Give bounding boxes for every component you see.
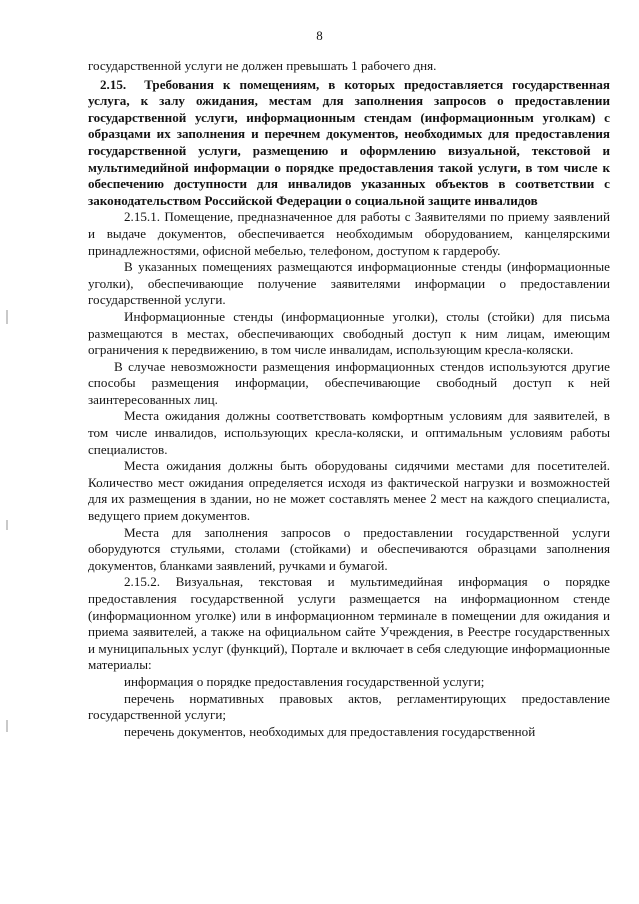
paragraph: Места ожидания должны быть оборудованы сидячими местами для посетителей. Количество мест ожидания определяется исходя из фактической нагрузки и возможностей для их размещения в здании, но не может составлять менее 2 мест на каждого специалиста, ведущего прием документов. bbox=[88, 458, 610, 524]
list-item: информация о порядке предоставления государственной услуги; bbox=[124, 673, 485, 689]
paragraph: 2.15.1. Помещение, предназначенное для работы с Заявителями по приему заявлений и выдаче документов, обеспечивается необходимым оборудованием, канцелярскими принадлежностями, офисной мебелью, телефоном, доступом к гардеробу. bbox=[88, 209, 610, 258]
section-heading bbox=[88, 77, 610, 210]
section-title: Требования к помещениям, в которых предоставляется государственная услуга, к залу ожидания, местам для заполнения запросов о предоставлении государственной услуги, информационным стендам (информационным уголкам) с образцами их заполнения и перечнем документов, необходимых для предоставления государственной услуги, размещению и оформлению визуальной, текстовой и мультимедийной информации о порядке предоставления такой услуги, в том числе к обеспечению доступности для инвалидов указанных объектов в соответствии с законодательством Российской Федерации о социальной защите инвалидов bbox=[88, 76, 610, 208]
document-body bbox=[88, 58, 610, 740]
scan-edge-mark bbox=[6, 720, 8, 732]
page-number: 8 bbox=[316, 28, 323, 43]
scan-edge-mark bbox=[6, 310, 8, 324]
paragraph: 2.15.2. Визуальная, текстовая и мультимедийная информация о порядке предоставления государственной услуги размещается на информационном стенде (информационном уголке) или в информационном терминале в помещении для ожидания и приема заявителей, а также на официальном сайте Учреждения, в Реестре государственных и муниципальных услуг (функций), Портале и включает в себя следующие информационные материалы: bbox=[88, 574, 610, 673]
list-item: перечень документов, необходимых для предоставления государственной bbox=[124, 723, 536, 739]
scan-edge-mark bbox=[6, 520, 8, 530]
paragraph: В указанных помещениях размещаются информационные стенды (информационные уголки), обеспечивающие получение заявителями информации о предоставлении государственной услуги. bbox=[88, 259, 610, 308]
paragraph: В случае невозможности размещения информационных стендов используются другие способы размещения информации, обеспечивающие свободный доступ к ней заинтересованных лиц. bbox=[88, 358, 610, 407]
paragraph: Места для заполнения запросов о предоставлении государственной услуги оборудуются стульями, столами (стойками) и обеспечиваются образцами заполнения документов, бланками заявлений, ручками и бумагой. bbox=[88, 524, 610, 573]
paragraph: государственной услуги не должен превышать 1 рабочего дня. bbox=[88, 58, 437, 73]
paragraph: Информационные стенды (информационные уголки), столы (стойки) для письма размещаются в местах, обеспечивающих свободный доступ к ним лицам, имеющим ограничения к передвижению, в том числе инвалидам, использующим кресла-коляски. bbox=[88, 308, 610, 358]
paragraph: Места ожидания должны соответствовать комфортным условиям для заявителей, в том числе инвалидов, использующих кресла-коляски, и оптимальным условиям работы специалистов. bbox=[88, 408, 610, 457]
list-item: перечень нормативных правовых актов, регламентирующих предоставление государственной услуги; bbox=[88, 690, 610, 723]
section-number: 2.15. bbox=[100, 76, 127, 92]
